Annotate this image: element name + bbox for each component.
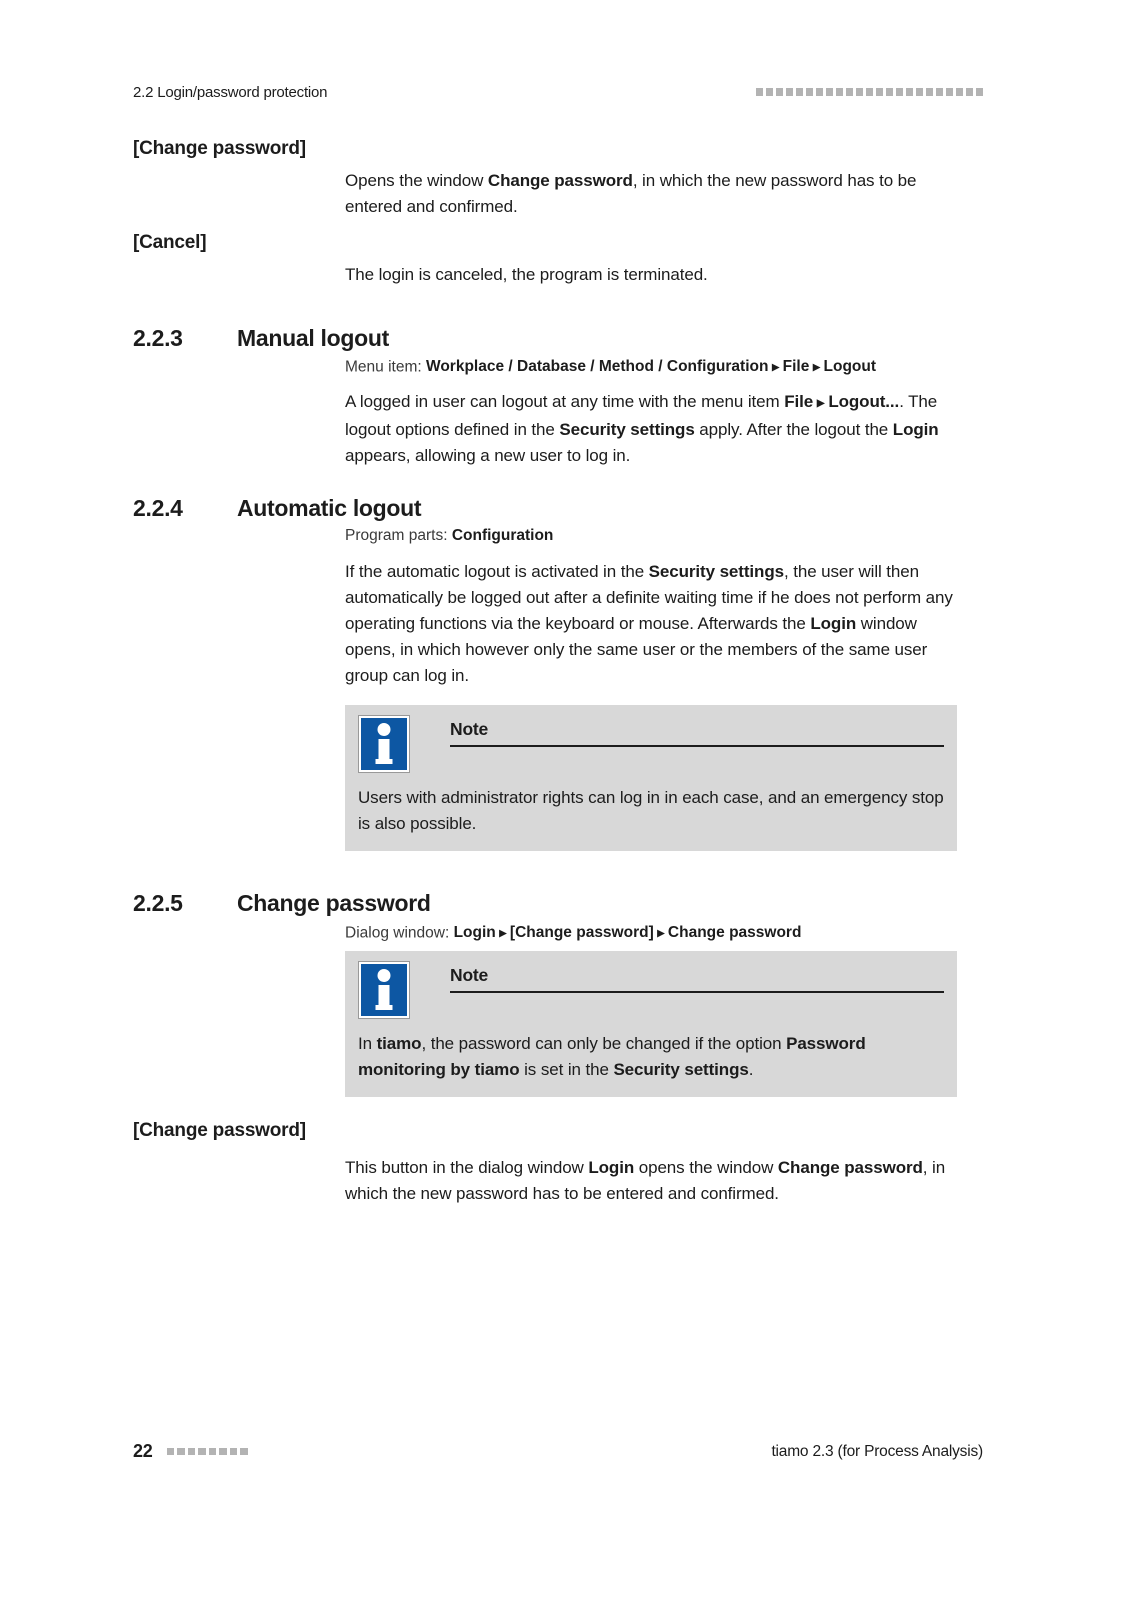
section-number: 2.2.4 [133,494,183,521]
deco-square [906,88,914,96]
deco-square [866,88,874,96]
deco-square [796,88,804,96]
reference-label: Program parts: [345,526,452,544]
footer-left [133,1441,248,1462]
note-box-change-password [345,951,957,1097]
section-title: Change password [237,889,431,916]
deco-square [209,1448,217,1456]
note-box-automatic-logout [345,705,957,851]
section-title: Manual logout [237,325,389,351]
deco-square [786,88,794,96]
section-number: 2.2.3 [133,325,183,351]
deco-square [776,88,784,96]
info-icon-base [376,1005,393,1010]
note-title-area [450,715,944,747]
section-number: 2.2.5 [133,889,183,916]
reference-path: Workplace / Database / Method / Configuration ▶ File ▶ Logout [425,358,877,376]
deco-square [766,88,774,96]
section-heading-2-2-4 [133,494,983,522]
paragraph-change-password-2: This button in the dialog window Login opens the window Change password, in which the new password has to be entered and confirmed. [345,1158,946,1204]
note-title-area [450,961,944,993]
note-text: Users with administrator rights can log in in each case, and an emergency stop is also possible. [358,787,944,833]
section-title: Automatic logout [237,494,422,521]
page-footer [133,1441,983,1462]
header-decoration-squares [756,88,984,96]
footer-product-label: tiamo 2.3 (for Process Analysis) [771,1442,983,1460]
note-title: Note [450,717,944,747]
deco-square [876,88,884,96]
deco-square [956,88,964,96]
header-section-label: 2.2 Login/password protection [133,83,328,101]
note-header [358,961,944,1019]
button-heading-change-password-1: [Change password] [133,138,306,159]
footer-decoration-squares [167,1448,248,1456]
deco-square [936,88,944,96]
note-header [358,715,944,773]
page-number: 22 [133,1441,153,1461]
info-icon-dot [378,969,391,982]
info-icon [358,715,410,773]
section-heading-2-2-3 [133,324,983,352]
deco-square [177,1448,185,1456]
deco-square [826,88,834,96]
deco-square [966,88,974,96]
deco-square [886,88,894,96]
dialog-window-reference [345,923,983,943]
paragraph-manual-logout: A logged in user can logout at any time with the menu item File ▶ Logout.... The logout options defined in the Security settings apply. After the logout the Login appears, allowing a new user to log in. [345,392,939,465]
page-header [133,84,983,100]
deco-square [198,1448,206,1456]
info-icon-base [376,759,393,764]
paragraph-automatic-logout: If the automatic logout is activated in the Security settings, the user will then automatically be logged out after a definite waiting time if he does not perform any operating functions via the keyboard or mouse. Afterwards the Login window opens, in which however only the same user or the members of the same user group can log in. [345,561,953,685]
info-icon-stem [379,985,390,1005]
deco-square [816,88,824,96]
info-icon-dot [378,723,391,736]
deco-square [219,1448,227,1456]
program-parts-reference [345,526,983,546]
deco-square [946,88,954,96]
deco-square [926,88,934,96]
section-heading-2-2-5 [133,889,983,917]
button-heading-cancel: [Cancel] [133,232,207,253]
reference-label: Menu item: [345,358,426,376]
reference-label: Dialog window: [345,924,454,942]
deco-square [756,88,764,96]
paragraph-cancel: The login is canceled, the program is terminated. [345,265,708,284]
button-heading-change-password-2: [Change password] [133,1120,306,1142]
note-title: Note [450,963,944,993]
deco-square [240,1448,248,1456]
deco-square [856,88,864,96]
deco-square [188,1448,196,1456]
deco-square [896,88,904,96]
deco-square [230,1448,238,1456]
deco-square [167,1448,175,1456]
deco-square [846,88,854,96]
menu-item-reference [345,357,983,377]
info-icon [358,961,410,1019]
paragraph-change-password-1: Opens the window Change password, in which the new password has to be entered and confirmed. [345,171,917,216]
deco-square [836,88,844,96]
note-text: In tiamo, the password can only be changed if the option Password monitoring by tiamo is set in the Security settings. [358,1034,866,1080]
info-icon-stem [379,739,390,759]
reference-path: Login ▶ [Change password] ▶ Change password [453,924,802,942]
deco-square [976,88,984,96]
reference-path: Configuration [451,526,554,544]
deco-square [916,88,924,96]
deco-square [806,88,814,96]
